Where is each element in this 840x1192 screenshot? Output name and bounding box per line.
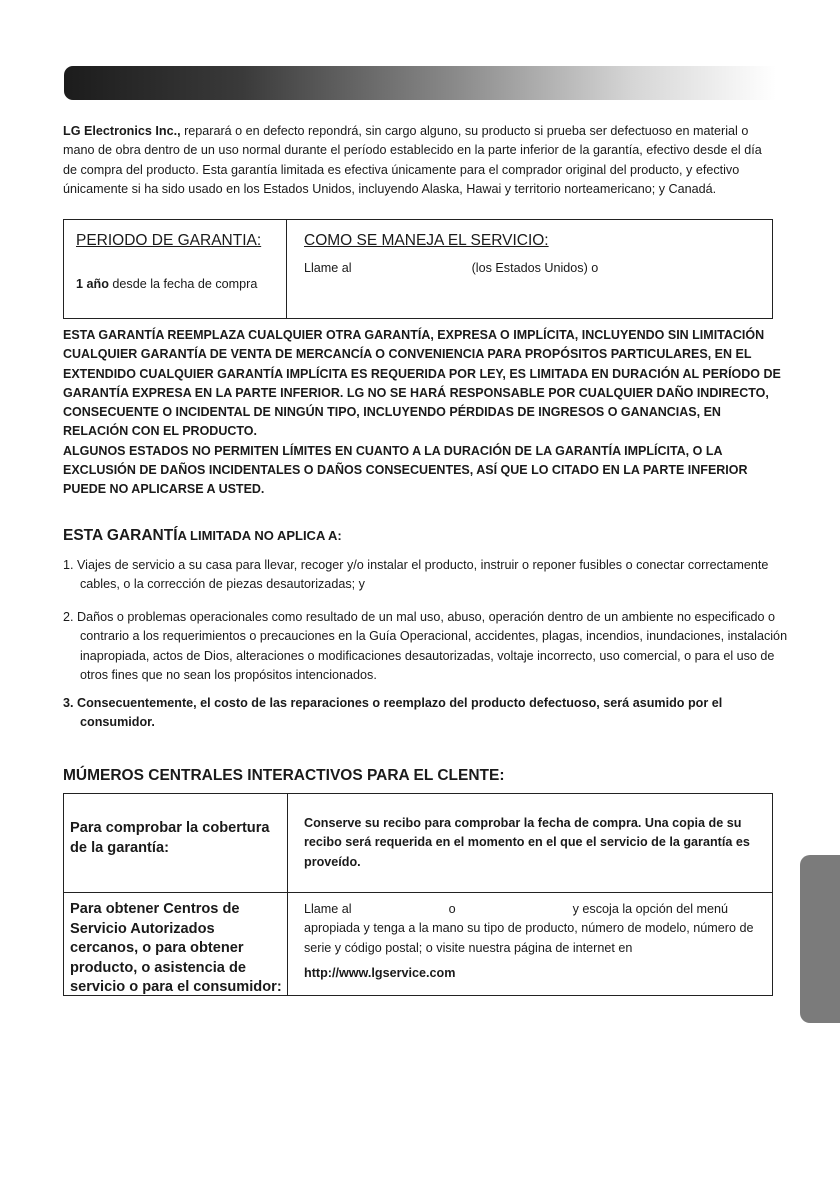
service-region: (los Estados Unidos) o xyxy=(471,261,599,275)
exclusion-item-3: 3. Consecuentemente, el costo de las reparaciones o reemplazo del producto defectuoso, será asumido por el consumidor. xyxy=(63,696,723,730)
box-divider xyxy=(286,220,287,318)
period-title: PERIODO DE GARANTIA: xyxy=(76,232,262,249)
exclusions-title xyxy=(63,527,342,545)
disclaimer-p2: ALGUNOS ESTADOS NO PERMITEN LÍMITES EN CUANTO A LA DURACIÓN DE LA GARANTÍA IMPLÍCITA, O LA EXCLUSIÓN DE DAÑOS INCIDENTALES O DAÑOS CONSECUENTES, ASÍ QUE LO CITADO EN LA PARTE INFERIOR PUEDE NO APLICARSE A USTED. xyxy=(63,443,748,497)
service-title: COMO SE MANEJA EL SERVICIO: xyxy=(304,232,549,249)
coverage-label: Para comprobar la cobertura de la garantía: xyxy=(70,820,270,856)
service-text xyxy=(304,261,598,275)
service-centers-table xyxy=(63,793,773,996)
table-vertical-divider xyxy=(287,794,288,995)
header-gradient-bar xyxy=(64,66,776,100)
row2-rest: y escoja la opción del menú apropiada y tenga a la mano su tipo de producto, número de modelo, número de serie y código postal; o visite nuestra página de internet en xyxy=(304,902,754,955)
exclusions-title-small: A LIMITADA NO APLICA A: xyxy=(177,528,342,543)
service-centers-text xyxy=(304,900,769,958)
section-tab xyxy=(800,855,840,1023)
disclaimer xyxy=(63,326,781,500)
row2-or: o xyxy=(448,902,456,916)
table-horizontal-divider xyxy=(64,892,772,893)
intro-paragraph xyxy=(63,122,778,199)
service-centers-label: Para obtener Centros de Servicio Autorizados cercanos, o para obtener producto, o asistencia de servicio o para el consumidor: xyxy=(70,901,282,995)
period-from: desde la fecha de compra xyxy=(108,277,258,291)
centers-title: MÚMEROS CENTRALES INTERACTIVOS PARA EL CLENTE: xyxy=(63,767,505,784)
exclusion-item-1: 1. Viajes de servicio a su casa para llevar, recoger y/o instalar el producto, instruir o reponer fusibles o conectar correctamente cables, o la corrección de piezas desautorizadas; y xyxy=(63,558,769,592)
period-duration: 1 año xyxy=(76,277,109,291)
exclusions-title-main: ESTA GARANTÍ xyxy=(63,527,178,544)
intro-text: reparará o en defecto repondrá, sin cargo alguno, su producto si prueba ser defectuoso en material o mano de obra dentro de un uso normal durante el período establecido en la parte inferior de la garantía, efectivo desde el día de compra del producto. Esta garantía limitada es efectiva únicamente para el comprador original del producto, y efectivo únicamente si ha sido usado en los Estados Unidos, incluyendo Alaska, Hawai y territorio norteamericano; y Canadá. xyxy=(63,124,762,196)
exclusion-item-2: 2. Daños o problemas operacionales como resultado de un mal uso, abuso, operación dentro de un ambiente no especificado o contrario a los requerimientos o precauciones en la Guía Operacional, accidentes, plagas, incendios, inundaciones, instalación inapropiada, actos de Dios, alteraciones o modificaciones desautorizadas, voltaje incorrecto, uso comercial, o para el uso de otros fines que no sean los propósitos intencionados. xyxy=(63,610,788,683)
row2-call: Llame al xyxy=(304,902,352,916)
coverage-text: Conserve su recibo para comprobar la fecha de compra. Una copia de su recibo será requerida en el momento en el que el servicio de la garantía es proveído. xyxy=(304,816,750,869)
company-name: LG Electronics Inc., xyxy=(63,124,181,138)
service-call: Llame al xyxy=(304,261,352,275)
lg-service-url[interactable]: http://www.lgservice.com xyxy=(304,966,456,980)
warranty-period-box xyxy=(63,219,773,319)
period-text xyxy=(76,277,257,291)
disclaimer-p1: ESTA GARANTÍA REEMPLAZA CUALQUIER OTRA GARANTÍA, EXPRESA O IMPLÍCITA, INCLUYENDO SIN LIMITACIÓN CUALQUIER GARANTÍA DE VENTA DE MERCANCÍA O CONVENIENCIA PARA PROPÓSITOS PARTICULARES, EN EL EXTENDIDO CUALQUIER GARANTÍA IMPLÍCITA ES REQUERIDA POR LEY, ES LIMITADA EN DURACIÓN AL PERÍODO DE GARANTÍA EXPRESA EN LA PARTE INFERIOR. LG NO SE HARÁ RESPONSABLE POR CUALQUIER DAÑO INDIRECTO, CONSECUENTE O INCIDENTAL DE NINGÚN TIPO, INCLUYENDO PÉRDIDAS DE INGRESOS O GANANCIAS, EN RELACIÓN CON EL PRODUCTO. xyxy=(63,328,781,439)
